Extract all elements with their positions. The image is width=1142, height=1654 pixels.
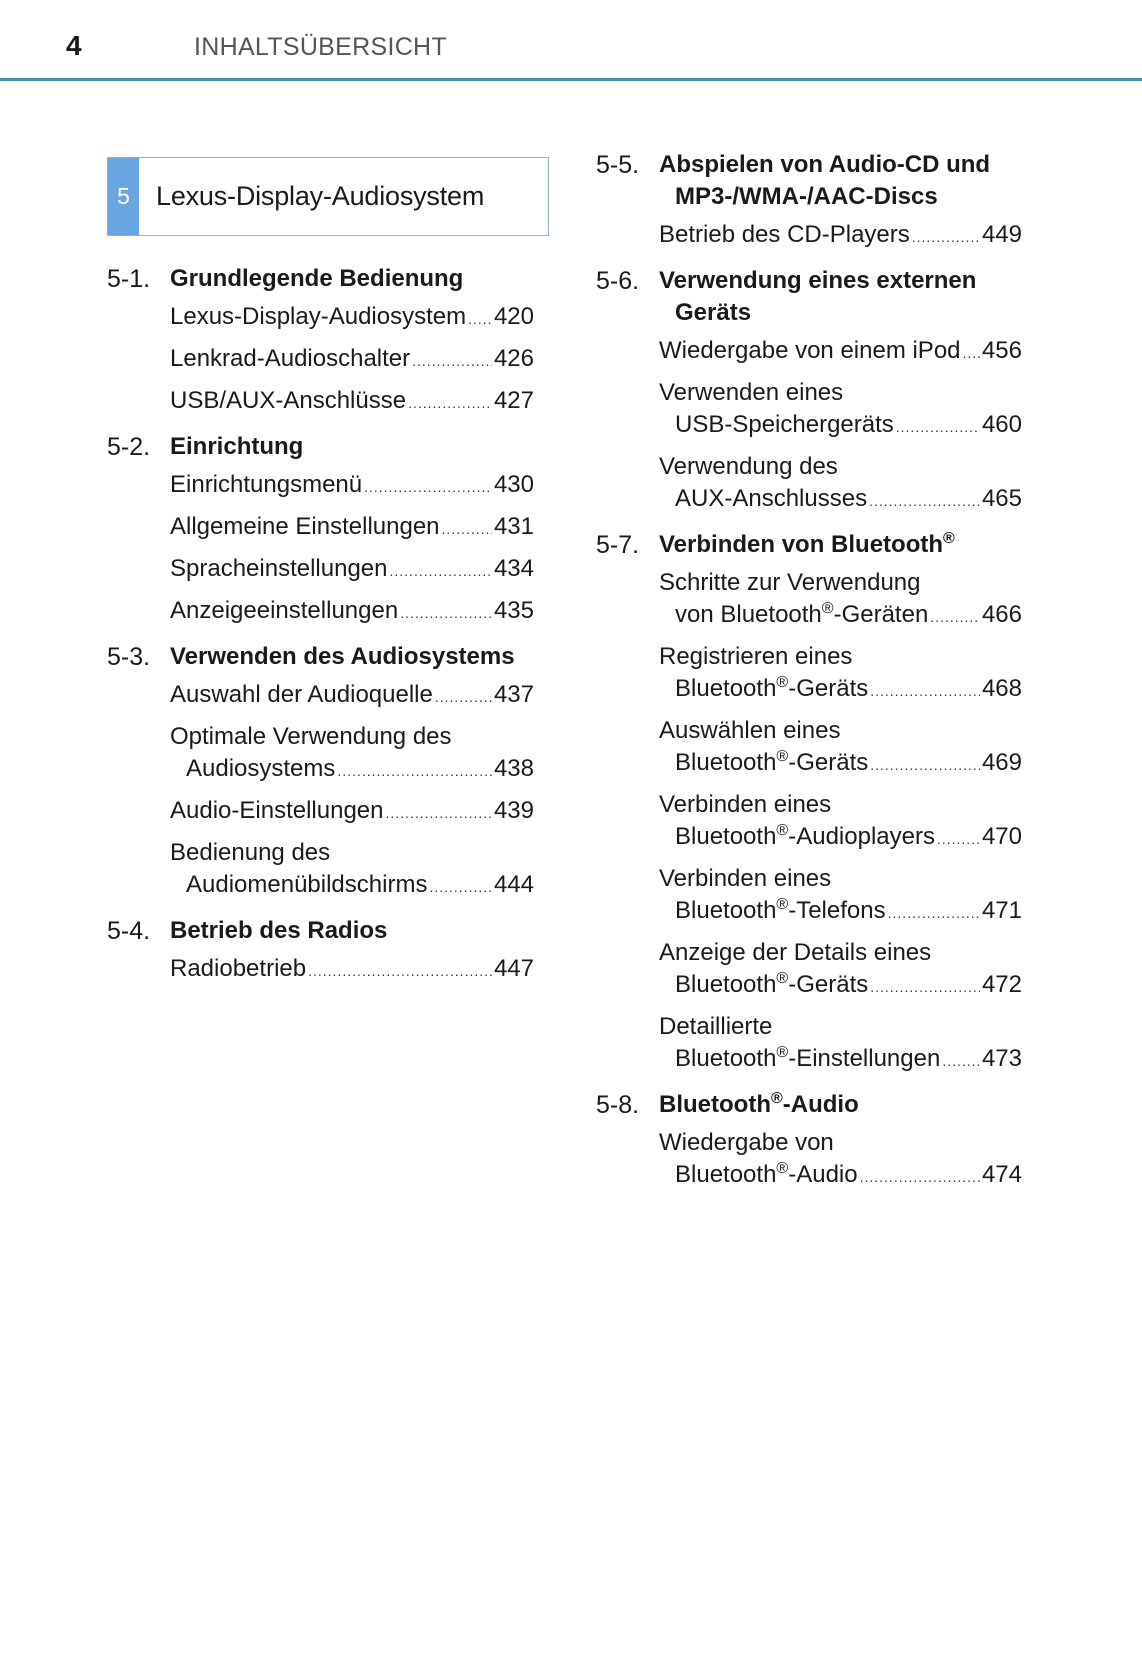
page-reference[interactable]: 426 (493, 345, 534, 372)
toc-entry-line (659, 1043, 1022, 1077)
toc-entry[interactable] (170, 795, 534, 829)
toc-entry[interactable] (659, 335, 1022, 369)
toc-right-column (596, 149, 1022, 1205)
toc-entry-line (170, 553, 534, 587)
section-title-text: Bluetooth (659, 1091, 771, 1118)
section-heading (596, 1089, 1022, 1121)
dot-leader (896, 411, 980, 443)
toc-entry-label: Lenkrad-Audioschalter (170, 345, 411, 372)
toc-entry-line (659, 335, 1022, 369)
toc-entry-line (170, 869, 534, 903)
section-title-suffix: -Audio (782, 1091, 859, 1118)
toc-entry-text (170, 385, 406, 417)
toc-entry-line (170, 753, 534, 787)
toc-entry-text (170, 953, 306, 985)
section-title-text: Verbinden von Bluetooth (659, 531, 944, 558)
toc-entry-label-suffix: -Geräts (788, 971, 869, 998)
toc-entry-text (659, 219, 910, 251)
section-number: 5-6. (596, 267, 640, 295)
toc-entry-text (675, 821, 935, 853)
toc-entry-label: Einrichtungsmenü (170, 471, 363, 498)
section-number: 5-8. (596, 1091, 640, 1119)
toc-section (596, 529, 1022, 1077)
toc-entry-label: Bluetooth (675, 897, 777, 924)
section-title (170, 641, 534, 673)
page-reference[interactable]: 460 (981, 411, 1022, 438)
toc-entry-line (659, 1159, 1022, 1193)
toc-entry-line (659, 821, 1022, 855)
section-heading (107, 431, 534, 463)
dot-leader (942, 1045, 980, 1077)
registered-mark: ® (776, 748, 789, 765)
toc-entry-label: Audiomenübildschirms (186, 871, 428, 898)
section-title-continuation: Geräts (675, 299, 752, 326)
page-reference[interactable]: 468 (981, 675, 1022, 702)
page-reference[interactable]: 447 (493, 955, 534, 982)
toc-entry-label: Auswahl der Audioquelle (170, 681, 433, 708)
page-reference[interactable]: 474 (981, 1161, 1022, 1188)
page-reference[interactable]: 456 (981, 337, 1022, 364)
toc-entry-text (186, 753, 335, 785)
toc-entry-text (170, 553, 388, 585)
registered-mark: ® (943, 530, 955, 547)
toc-entry-line (170, 953, 534, 987)
toc-entry[interactable] (659, 219, 1022, 253)
toc-entry-text: Registrieren eines (659, 643, 853, 670)
toc-entry[interactable] (170, 553, 534, 587)
toc-entry-text (170, 343, 410, 375)
dot-leader (429, 871, 492, 903)
section-title-text: Abspielen von Audio-CD und (659, 151, 991, 178)
toc-left-column (107, 263, 534, 999)
dot-leader (869, 485, 980, 517)
toc-entry-text: Schritte zur Verwendung (659, 569, 921, 596)
section-number: 5-1. (107, 265, 151, 293)
section-title-text: Grundlegende Bedienung (170, 265, 464, 292)
dot-leader (937, 823, 980, 855)
dot-leader (468, 303, 492, 335)
section-title (659, 1089, 1022, 1121)
toc-entry-text (170, 795, 383, 827)
toc-entry-line (659, 409, 1022, 443)
toc-section (107, 263, 534, 419)
section-heading (107, 641, 534, 673)
toc-entry-text: Anzeige der Details eines (659, 939, 932, 966)
section-title-text: Verwenden des Audiosystems (170, 643, 515, 670)
section-title-text: Betrieb des Radios (170, 917, 388, 944)
toc-entry[interactable] (659, 1011, 1022, 1077)
dot-leader (860, 1161, 980, 1193)
section-title (659, 529, 1022, 561)
toc-entry-label-suffix: -Geräten (833, 601, 929, 628)
toc-entry-text (675, 483, 867, 515)
page-reference[interactable]: 472 (981, 971, 1022, 998)
page-reference[interactable]: 473 (981, 1045, 1022, 1072)
toc-entry[interactable] (170, 301, 534, 335)
toc-entry-label-suffix: -Geräts (788, 675, 869, 702)
toc-entry[interactable] (170, 837, 534, 903)
chapter-title: Lexus-Display-Audiosystem (156, 181, 485, 211)
section-title-text: Verwendung eines externen (659, 267, 977, 294)
dot-leader (337, 755, 492, 787)
dot-leader (385, 797, 491, 829)
dot-leader (308, 955, 492, 987)
header-title: INHALTSÜBERSICHT (194, 33, 447, 61)
section-number: 5-3. (107, 643, 151, 671)
toc-entry-text: Verbinden eines (659, 865, 832, 892)
section-heading (107, 263, 534, 295)
toc-entry-label: Bluetooth (675, 749, 777, 776)
dot-leader (435, 681, 492, 713)
toc-entry-label-suffix: -Audioplayers (788, 823, 935, 850)
toc-entry-label: AUX-Anschlusses (675, 485, 868, 512)
toc-entry-label: Radiobetrieb (170, 955, 307, 982)
section-heading (596, 265, 1022, 329)
section-title-text: Einrichtung (170, 433, 304, 460)
toc-section (596, 265, 1022, 517)
toc-entry[interactable] (170, 385, 534, 419)
toc-entry-list (107, 953, 534, 987)
dot-leader (442, 513, 492, 545)
toc-entry-text: Optimale Verwendung des (170, 723, 452, 750)
toc-entry-label: Bluetooth (675, 971, 777, 998)
toc-section (107, 431, 534, 629)
toc-entry[interactable] (659, 863, 1022, 929)
toc-entry-line (170, 679, 534, 713)
toc-entry-list (596, 335, 1022, 517)
toc-entry-text (170, 679, 433, 711)
toc-entry-text (170, 595, 398, 627)
toc-entry-label-suffix: -Audio (788, 1161, 858, 1188)
registered-mark: ® (821, 600, 834, 617)
section-title (659, 149, 1022, 213)
page-reference[interactable]: 439 (493, 797, 534, 824)
section-heading (596, 149, 1022, 213)
toc-entry[interactable] (659, 1127, 1022, 1193)
page-reference[interactable]: 471 (981, 897, 1022, 924)
page-reference[interactable]: 430 (493, 471, 534, 498)
toc-entry-text (170, 301, 466, 333)
toc-entry-line (659, 673, 1022, 707)
section-title (659, 265, 1022, 329)
toc-entry-line (170, 511, 534, 545)
dot-leader (412, 345, 492, 377)
toc-entry-list (107, 469, 534, 629)
toc-entry[interactable] (170, 595, 534, 629)
page-header (0, 0, 1142, 82)
toc-section (107, 915, 534, 987)
page-number: 4 (66, 30, 82, 61)
dot-leader (870, 971, 980, 1003)
toc-entry[interactable] (170, 953, 534, 987)
registered-mark: ® (776, 1044, 789, 1061)
toc-entry-list (596, 1127, 1022, 1193)
section-number: 5-5. (596, 151, 640, 179)
toc-entry-list (596, 219, 1022, 253)
toc-entry-label: USB/AUX-Anschlüsse (170, 387, 407, 414)
toc-entry-label: Betrieb des CD-Players (659, 221, 910, 248)
toc-entry-text: Detaillierte (659, 1013, 773, 1040)
toc-entry-text: Bedienung des (170, 839, 331, 866)
toc-entry-list (596, 567, 1022, 1077)
toc-entry-label: Audiosystems (186, 755, 336, 782)
toc-entry-label-suffix: -Telefons (788, 897, 886, 924)
toc-entry[interactable] (170, 511, 534, 545)
toc-entry[interactable] (659, 451, 1022, 517)
toc-entry[interactable] (659, 789, 1022, 855)
toc-entry-line (170, 795, 534, 829)
toc-entry-label-suffix: -Geräts (788, 749, 869, 776)
toc-entry-line (170, 301, 534, 335)
toc-entry-text: Verwendung des (659, 453, 838, 480)
toc-section (596, 1089, 1022, 1193)
toc-entry-line (170, 469, 534, 503)
chapter-heading-box (107, 157, 549, 236)
page-reference[interactable]: 420 (493, 303, 534, 330)
toc-entry-label: Allgemeine Einstellungen (170, 513, 440, 540)
section-title (170, 431, 534, 463)
toc-entry[interactable] (659, 377, 1022, 443)
page-reference[interactable]: 437 (493, 681, 534, 708)
toc-entry-label: Anzeigeeinstellungen (170, 597, 399, 624)
toc-entry-text: Auswählen eines (659, 717, 841, 744)
toc-entry-text: Wiedergabe von (659, 1129, 834, 1156)
dot-leader (930, 601, 980, 633)
toc-entry[interactable] (170, 679, 534, 713)
page-reference[interactable]: 427 (493, 387, 534, 414)
dot-leader (408, 387, 492, 419)
toc-entry-text (675, 1159, 858, 1191)
toc-entry[interactable] (659, 641, 1022, 707)
toc-section (596, 149, 1022, 253)
toc-entry-text (659, 335, 961, 367)
page-reference[interactable]: 470 (981, 823, 1022, 850)
registered-mark: ® (776, 1160, 789, 1177)
toc-entry-text (675, 895, 886, 927)
toc-entry-label: Lexus-Display-Audiosystem (170, 303, 467, 330)
toc-entry-list (107, 301, 534, 419)
toc-entry-label: Wiedergabe von einem iPod (659, 337, 961, 364)
section-number: 5-4. (107, 917, 151, 945)
toc-entry-label: Audio-Einstellungen (170, 797, 384, 824)
toc-entry-line (659, 969, 1022, 1003)
toc-entry-text: Verwenden eines (659, 379, 844, 406)
section-title (170, 263, 534, 295)
toc-entry-text (675, 969, 868, 1001)
section-number: 5-2. (107, 433, 151, 461)
page-reference[interactable]: 444 (493, 871, 534, 898)
toc-entry-label: Spracheinstellungen (170, 555, 388, 582)
page-reference[interactable]: 434 (493, 555, 534, 582)
registered-mark: ® (776, 822, 789, 839)
toc-entry-text (675, 673, 868, 705)
toc-entry-line (659, 483, 1022, 517)
toc-entry-label: von Bluetooth (675, 601, 822, 628)
toc-entry-text (170, 469, 362, 501)
registered-mark: ® (776, 896, 789, 913)
toc-entry-line (170, 595, 534, 629)
registered-mark: ® (770, 1090, 783, 1107)
toc-entry-line (659, 895, 1022, 929)
dot-leader (888, 897, 980, 929)
section-title (170, 915, 534, 947)
toc-entry[interactable] (170, 343, 534, 377)
toc-entry[interactable] (659, 567, 1022, 633)
page-reference[interactable]: 435 (493, 597, 534, 624)
toc-entry-text (170, 511, 440, 543)
dot-leader (912, 221, 980, 253)
toc-section (107, 641, 534, 903)
toc-entry[interactable] (170, 469, 534, 503)
toc-entry[interactable] (170, 721, 534, 787)
toc-entry-label: Bluetooth (675, 675, 777, 702)
toc-entry-label: USB-Speichergeräts (675, 411, 894, 438)
toc-entry-label: Bluetooth (675, 1045, 777, 1072)
registered-mark: ® (776, 674, 789, 691)
page-reference[interactable]: 465 (981, 485, 1022, 512)
toc-entry-line (170, 343, 534, 377)
toc-entry-text (675, 747, 868, 779)
section-title-continuation: MP3-/WMA-/AAC-Discs (675, 183, 938, 210)
page-reference[interactable]: 431 (493, 513, 534, 540)
section-heading (107, 915, 534, 947)
toc-entry-text (675, 409, 894, 441)
toc-entry-text (675, 599, 928, 631)
section-heading (596, 529, 1022, 561)
toc-entry-label: Bluetooth (675, 823, 777, 850)
page-reference[interactable]: 469 (981, 749, 1022, 776)
dot-leader (364, 471, 492, 503)
dot-leader (870, 749, 980, 781)
toc-entry-label: Bluetooth (675, 1161, 777, 1188)
section-number: 5-7. (596, 531, 640, 559)
dot-leader (870, 675, 980, 707)
dot-leader (400, 597, 492, 629)
toc-entry-label-suffix: -Einstellungen (788, 1045, 941, 1072)
page-reference[interactable]: 466 (981, 601, 1022, 628)
toc-entry-line (659, 219, 1022, 253)
page-reference[interactable]: 438 (493, 755, 534, 782)
chapter-number-tab: 5 (108, 158, 139, 235)
toc-entry-line (659, 747, 1022, 781)
toc-entry[interactable] (659, 937, 1022, 1003)
toc-entry[interactable] (659, 715, 1022, 781)
toc-entry-list (107, 679, 534, 903)
page-reference[interactable]: 449 (981, 221, 1022, 248)
header-divider (0, 78, 1142, 81)
toc-entry-text (186, 869, 427, 901)
toc-entry-text: Verbinden eines (659, 791, 832, 818)
toc-entry-line (170, 385, 534, 419)
toc-entry-text (675, 1043, 940, 1075)
registered-mark: ® (776, 970, 789, 987)
dot-leader (963, 337, 980, 369)
toc-entry-line (659, 599, 1022, 633)
dot-leader (390, 555, 492, 587)
